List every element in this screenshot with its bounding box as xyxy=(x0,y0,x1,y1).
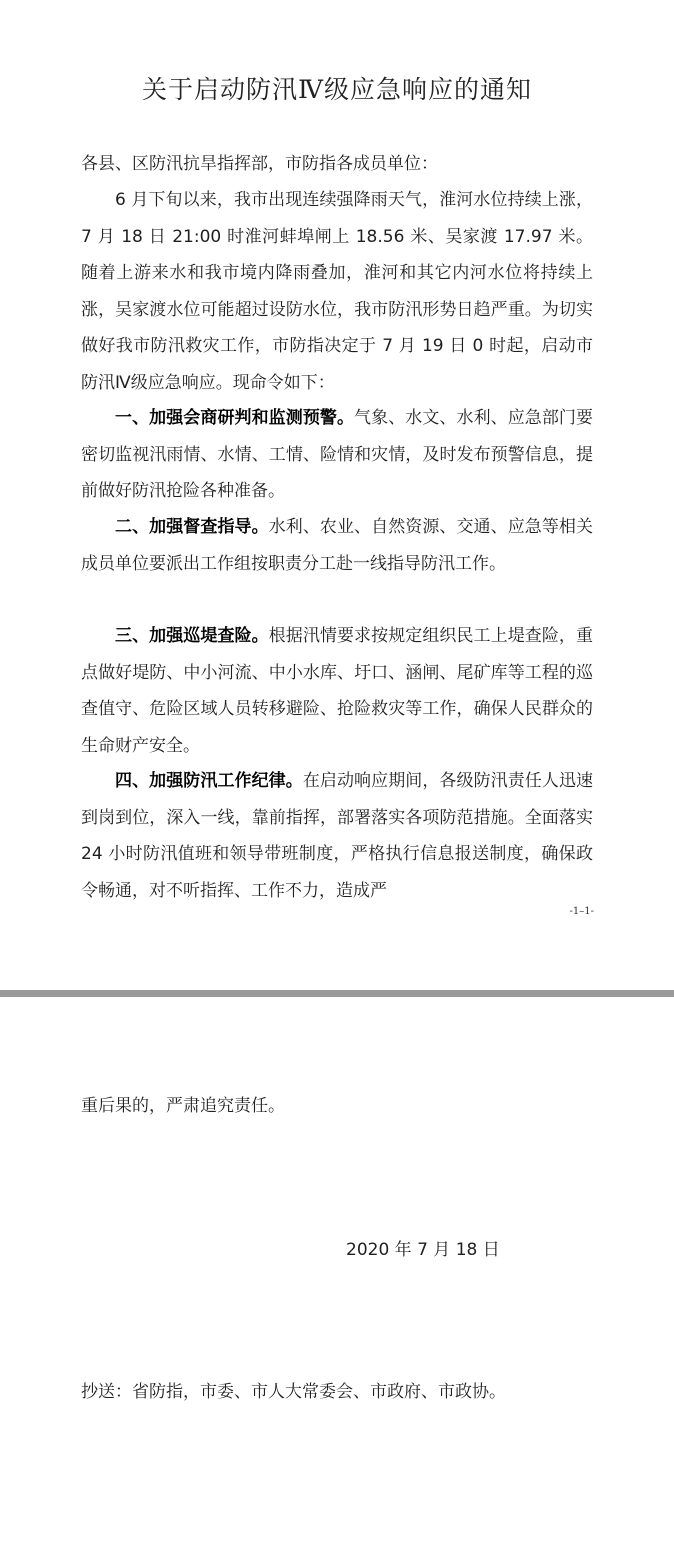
item-4-heading: 四、加强防汛工作纪律。 xyxy=(115,771,303,791)
item-1-text: 气象、水文、水利、应急部门要密切监视汛雨情、水情、工情、险情和灾情，及时发布预警信息，提前做好防汛抢险各种准备。 xyxy=(81,408,594,501)
continuation-paragraph xyxy=(81,1088,593,1125)
item-4-paragraph xyxy=(81,763,593,909)
salutation-text: 各县、区防汛抗旱指挥部，市防指各成员单位： xyxy=(81,154,438,174)
item-2-text: 水利、农业、自然资源、交通、应急等相关成员单位要派出工作组按职责分工赴一线指导防汛工作。 xyxy=(81,517,594,574)
intro-text: 6 月下旬以来，我市出现连续强降雨天气，淮河水位持续上涨，7 月 18 日 21:00 时淮河蚌埠闸上 18.56 米、吴家渡 17.97 米。随着上游来水和我市境内降雨叠加，淮河和其它内河水位将持续上涨，吴家渡水位可能超过设防水位，我市防汛形势日趋严重。为切实做好我市防汛救灾工作，市防指决定于 7 月 19 日 0 时起，启动市防汛Ⅳ级应急响应。现命令如下： xyxy=(81,190,593,393)
item-1-paragraph xyxy=(81,400,593,510)
document-date: 2020 年 7 月 18 日 xyxy=(346,1240,500,1260)
cc-text: 抄送：省防指，市委、市人大常委会、市政府、市政协。 xyxy=(81,1382,506,1402)
item-4-text: 在启动响应期间，各级防汛责任人迅速到岗到位，深入一线，靠前指挥，部署落实各项防范措施。全面落实 24 小时防汛值班和领导带班制度，严格执行信息报送制度，确保政令畅通，对不听指挥、工作不力，造成严 xyxy=(81,771,594,901)
page-divider xyxy=(0,990,674,997)
item-3-text: 根据汛情要求按规定组织民工上堤查险，重点做好堤防、中小河流、中小水库、圩口、涵闸、尾矿库等工程的巡查值守、危险区域人员转移避险、抢险救灾等工作，确保人民群众的生命财产安全。 xyxy=(81,626,594,756)
cc-line xyxy=(81,1374,593,1411)
page-number: -1–1- xyxy=(569,906,594,917)
item-1-heading: 一、加强会商研判和监测预警。 xyxy=(115,408,355,428)
salutation xyxy=(81,146,593,183)
document-title: 关于启动防汛Ⅳ级应急响应的通知 xyxy=(142,75,532,104)
item-3-paragraph xyxy=(81,618,593,764)
continuation-text: 重后果的，严肃追究责任。 xyxy=(81,1096,285,1116)
intro-paragraph xyxy=(81,182,593,401)
item-2-paragraph xyxy=(81,509,593,582)
document-page-2 xyxy=(0,1000,674,1542)
item-3-heading: 三、加强巡堤查险。 xyxy=(115,626,269,646)
item-2-heading: 二、加强督查指导。 xyxy=(115,517,269,537)
